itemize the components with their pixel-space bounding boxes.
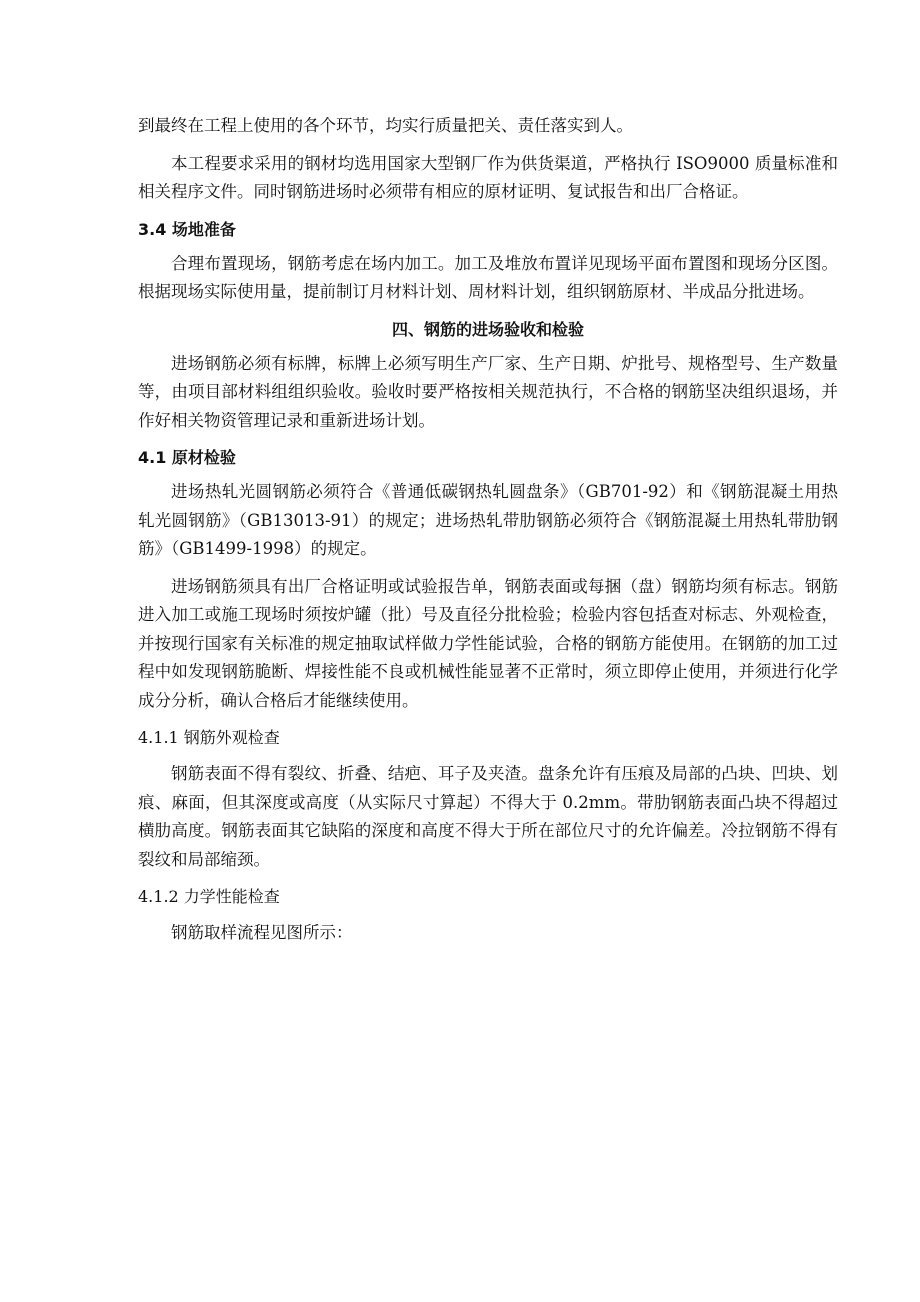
paragraph-continuation: 到最终在工程上使用的各个环节，均实行质量把关、责任落实到人。 bbox=[138, 116, 633, 135]
paragraph-inspection: 进场钢筋须具有出厂合格证明或试验报告单，钢筋表面或每捆（盘）钢筋均须有标志。钢筋进入加工或施工现场时须按炉罐（批）号及直径分批检验；检验内容包括查对标志、外观检查，并按现行国家有关标准的规定抽取试样做力学性能试验，合格的钢筋方能使用。在钢筋的加工过程中如发现钢筋脆断、焊接性能不良或机械性能显著不正常时，须立即停止使用，并须进行化学成分分析，确认合格后才能继续使用。 bbox=[138, 576, 838, 710]
paragraph-standards: 进场热轧光圆钢筋必须符合《普通低碳钢热轧圆盘条》（GB701-92）和《钢筋混凝土用热轧光圆钢筋》（GB13013-91）的规定；进场热轧带肋钢筋必须符合《钢筋混凝土用热轧带肋钢筋》（GB1499-1998）的规定。 bbox=[138, 482, 838, 558]
paragraph-acceptance: 进场钢筋必须有标牌，标牌上必须写明生产厂家、生产日期、炉批号、规格型号、生产数量等，由项目部材料组组织验收。验收时要严格按相关规范执行，不合格的钢筋坚决组织退场，并作好相关物资管理记录和重新进场计划。 bbox=[138, 353, 838, 430]
subsection-heading-4-1-2: 4.1.2 力学性能检查 bbox=[138, 887, 280, 906]
chapter-heading-4: 四、钢筋的进场验收和检验 bbox=[391, 319, 584, 339]
paragraph-appearance-check: 钢筋表面不得有裂纹、折叠、结疤、耳子及夹渣。盘条允许有压痕及局部的凸块、凹块、划痕、麻面，但其深度或高度（从实际尺寸算起）不得大于 0.2mm。带肋钢筋表面凸块不得超过横肋高度。钢筋表面其它缺陷的深度和高度不得大于所在部位尺寸的允许偏差。冷拉钢筋不得有裂纹和局部缩颈。 bbox=[138, 764, 838, 869]
paragraph-sampling-flow: 钢筋取样流程见图所示： bbox=[171, 923, 353, 942]
document-body bbox=[138, 112, 838, 957]
section-heading-3-4: 3.4 场地准备 bbox=[138, 219, 236, 239]
subsection-heading-4-1-1: 4.1.1 钢筋外观检查 bbox=[138, 728, 280, 747]
paragraph-steel-supply: 本工程要求采用的钢材均选用国家大型钢厂作为供货渠道，严格执行 ISO9000 质量标准和相关程序文件。同时钢筋进场时必须带有相应的原材证明、复试报告和出厂合格证。 bbox=[138, 153, 838, 201]
section-heading-4-1: 4.1 原材检验 bbox=[138, 448, 236, 467]
paragraph-site-preparation: 合理布置现场，钢筋考虑在场内加工。加工及堆放布置详见现场平面布置图和现场分区图。根据现场实际使用量，提前制订月材料计划、周材料计划，组织钢筋原材、半成品分批进场。 bbox=[138, 253, 838, 301]
